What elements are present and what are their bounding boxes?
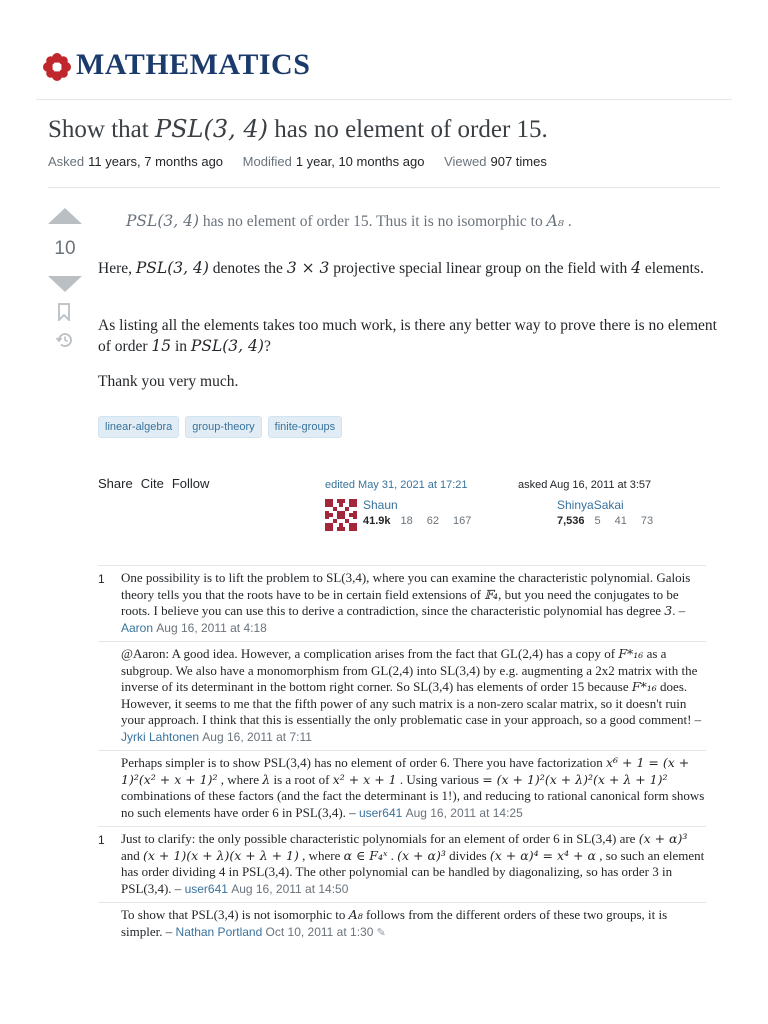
comment-date[interactable]: Aug 16, 2011 at 7:11	[202, 729, 312, 744]
asker-name[interactable]: ShinyaSakai	[557, 498, 624, 512]
comment	[98, 750, 706, 826]
here-text-2: denotes the	[208, 260, 287, 277]
downvote-button[interactable]	[48, 276, 82, 292]
comment-text: , so such an element has order dividing 4 in PSL(3,4). The other polynomial can be handled by diagonalizing, so has order 3 in PSL(3,4). –	[121, 847, 705, 896]
comment-user[interactable]: Jyrki Lahtonen	[121, 729, 200, 744]
comment-math: 3	[664, 603, 673, 618]
question-paragraph-listing	[98, 316, 718, 357]
comment-user[interactable]: user641	[184, 881, 228, 896]
upvote-button[interactable]	[48, 208, 82, 224]
site-header	[0, 0, 768, 100]
edited-timestamp[interactable]: edited May 31, 2021 at 17:21	[325, 479, 468, 491]
comment-math: (x + α)³	[397, 847, 446, 863]
question-intro	[126, 211, 706, 232]
comment-text: as a subgroup. We also have a monomorphism from GL(2,4) into SL(3,4) by e.g. augmenting a 2x2 matrix with the inverse of its determinant in the bottom right corner. So SL(3,4) has elements of order 15 because	[121, 646, 698, 694]
comment-score: 1	[98, 833, 105, 847]
listing-text-2: in	[171, 338, 191, 355]
comment	[98, 565, 706, 641]
here-text-1: Here,	[98, 260, 136, 277]
comment-math: α ∈ F₄ˣ	[343, 847, 388, 863]
comment-math: 𝔽₄	[484, 586, 499, 602]
here-text-4: elements.	[641, 260, 704, 277]
comment-text: Just to clarify: the only possible characteristic polynomials for an element of order 6 in SL(3,4) are	[121, 831, 639, 846]
asker-stats	[557, 515, 667, 527]
comment-text: One possibility is to lift the problem to SL(3,4), where you can examine the characteristic polynomial. Galois theory tells you that the roots have to be in certain field extensions of	[121, 570, 691, 602]
comment-text: @Aaron: A good idea. However, a complication arises from the fact that GL(2,4) has a copy of	[121, 646, 619, 661]
comment-text: .	[387, 847, 398, 863]
comment-math: x² + x + 1	[332, 771, 397, 787]
intro-text: has no element of order 15. Thus it is no isomorphic to	[199, 213, 547, 230]
here-math2: 3 × 3	[286, 259, 330, 277]
pencil-icon: ✎	[376, 926, 386, 939]
tag-group-theory[interactable]: group-theory	[185, 416, 261, 438]
header-divider	[36, 99, 732, 100]
editor-name[interactable]: Shaun	[363, 498, 398, 512]
question-title[interactable]	[48, 115, 548, 144]
site-logo-icon[interactable]	[42, 52, 72, 82]
title-divider	[48, 187, 720, 188]
comment-user[interactable]: Aaron	[121, 620, 154, 635]
modified-label: Modified	[242, 154, 292, 169]
viewed-value: 907 times	[490, 154, 547, 169]
comment	[98, 826, 706, 902]
bookmark-icon[interactable]	[57, 303, 71, 321]
asker-gold-badges: 5	[594, 515, 601, 527]
comment-text: and	[121, 847, 144, 863]
editor-bronze-badges: 167	[453, 515, 472, 527]
comment-user[interactable]: Nathan Portland	[175, 924, 263, 939]
editor-stats	[363, 515, 485, 527]
viewed-label: Viewed	[444, 154, 487, 169]
comment-user[interactable]: user641	[358, 805, 403, 820]
asked-label: Asked	[48, 154, 85, 169]
comment-text: , where	[217, 771, 263, 787]
post-menu	[98, 476, 209, 491]
comment-text: , but you need the conjugates to be roots. I believe you can use this to derive a contradiction, since the characteristic polynomial has degree	[121, 586, 679, 618]
comment-math: F*₁₆	[631, 679, 657, 694]
comment	[98, 641, 706, 750]
comment-text: combinations of these factors (and the fact the determinant is 1!), and reducing to rational canonical form shows no such elements have order 6 in PSL(3,4). –	[121, 788, 705, 820]
question-paragraph-definition	[98, 258, 718, 279]
editor-reputation: 41.9k	[363, 515, 391, 527]
comment-text: To show that PSL(3,4) is not isomorphic to	[121, 907, 349, 922]
intro-math: PSL(3, 4)	[126, 212, 200, 230]
comment-math: (x + 1)(x + λ)(x + λ + 1)	[143, 847, 299, 863]
intro-math2: A₈	[546, 212, 564, 230]
question-paragraph-thanks: Thank you very much.	[98, 373, 239, 390]
comment-date[interactable]: Aug 16, 2011 at 4:18	[156, 620, 267, 635]
comment-math: x⁶ + 1 = (x + 1)²(x² + x + 1)²	[121, 755, 690, 787]
cite-link[interactable]: Cite	[140, 476, 164, 491]
comment-math: (x + α)³	[638, 831, 688, 846]
comment-text: . Using various	[396, 771, 483, 787]
asker-reputation: 7,536	[557, 515, 585, 527]
comment-text: is a root of	[270, 771, 333, 787]
editor-avatar[interactable]	[325, 499, 357, 531]
comment	[98, 902, 706, 946]
here-math3: 4	[631, 259, 641, 277]
comment-date[interactable]: Oct 10, 2011 at 1:30	[265, 924, 374, 939]
comment-text: follows from the different orders of these two groups, it is simpler. –	[121, 907, 668, 939]
asked-value: 11 years, 7 months ago	[88, 154, 224, 169]
comment-text: Perhaps simpler is to show PSL(3,4) has no element of order 6. There you have factorization	[121, 755, 606, 770]
asker-bronze-badges: 73	[640, 515, 654, 527]
tag-linear-algebra[interactable]: linear-algebra	[98, 416, 179, 438]
comment-text: does. However, it seems to me that the fifth power of any such matrix is a non-zero scalar matrix, so it doesn't ruin your approach. I think that this is essentially the only problematic case in your approach, so a good comment! –	[121, 679, 702, 727]
asked-timestamp: asked Aug 16, 2011 at 3:57	[518, 479, 652, 491]
comment-date[interactable]: Aug 16, 2011 at 14:50	[231, 881, 349, 896]
share-link[interactable]: Share	[98, 476, 133, 491]
intro-end: .	[564, 213, 572, 230]
history-icon[interactable]	[55, 330, 75, 350]
modified-value[interactable]: 1 year, 10 months ago	[295, 154, 425, 169]
comment-math: A₈	[348, 907, 363, 922]
listing-math2: PSL(3, 4)	[190, 337, 264, 355]
here-math: PSL(3, 4)	[135, 259, 209, 277]
asker-silver-badges: 41	[614, 515, 627, 527]
listing-text-1: As listing all the elements takes too much work, is there any better way to prove there is no element of order	[98, 317, 717, 355]
comment-text: . –	[672, 603, 686, 618]
follow-link[interactable]: Follow	[171, 476, 210, 491]
editor-gold-badges: 18	[400, 515, 413, 527]
question-meta	[48, 154, 563, 169]
comment-math: F*₁₆	[618, 646, 644, 661]
comment-math: (x + α)⁴ = x⁴ + α	[489, 847, 596, 863]
site-title[interactable]: MATHEMATICS	[76, 48, 311, 81]
title-prefix: Show that	[48, 116, 155, 143]
comment-list	[98, 565, 706, 946]
tag-finite-groups[interactable]: finite-groups	[268, 416, 343, 438]
comment-math: λ	[262, 771, 271, 787]
comment-text: , where	[298, 847, 344, 863]
listing-math: 15	[151, 337, 172, 355]
vote-count: 10	[54, 238, 76, 259]
comment-date[interactable]: Aug 16, 2011 at 14:25	[405, 805, 523, 820]
comment-math: = (x + 1)²(x + λ)²(x + λ + 1)²	[482, 771, 668, 787]
tag-list	[98, 416, 342, 438]
listing-text-3: ?	[263, 338, 271, 355]
comment-text: divides	[445, 847, 490, 863]
title-math: PSL(3, 4)	[154, 115, 269, 143]
title-suffix: has no element of order 15.	[268, 116, 548, 143]
here-text-3: projective special linear group on the field with	[329, 260, 632, 277]
editor-silver-badges: 62	[426, 515, 440, 527]
comment-score: 1	[98, 572, 105, 586]
